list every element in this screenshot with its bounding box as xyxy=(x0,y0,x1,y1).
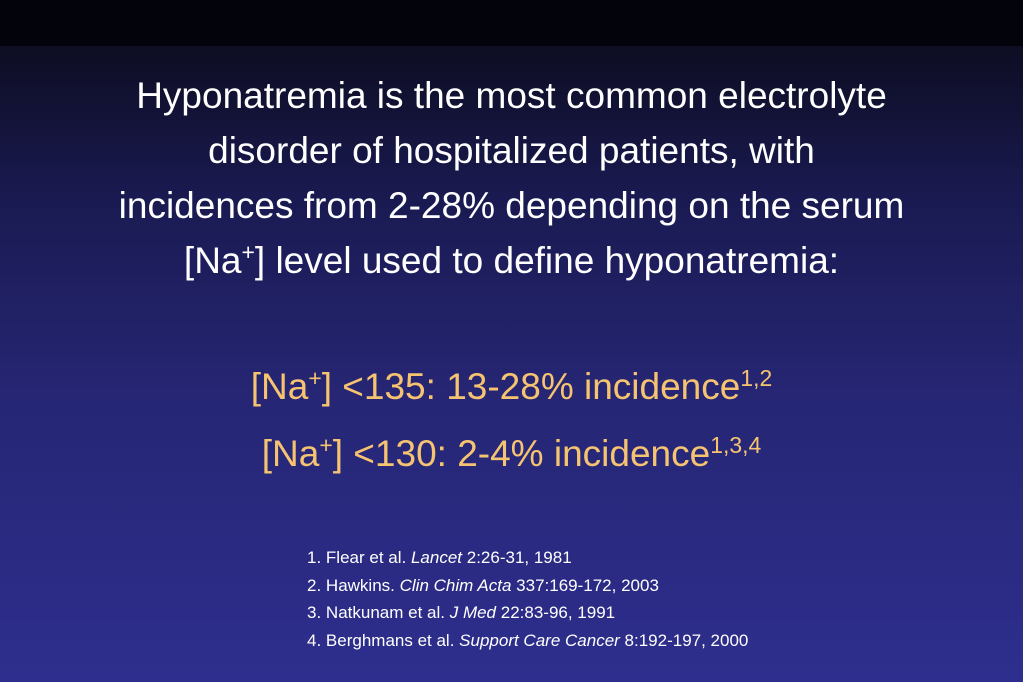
reference-number: 4. xyxy=(307,630,322,650)
reference-journal: Lancet xyxy=(410,548,463,567)
title-line-4-pre: [Na xyxy=(183,240,242,281)
reference-item xyxy=(307,627,748,655)
title-line-3: incidences from 2-28% depending on the serum xyxy=(118,185,905,226)
stat-line-2 xyxy=(0,431,1023,477)
slide-title xyxy=(40,68,983,288)
reference-item xyxy=(307,599,748,627)
reference-authors: Berghmans et al. xyxy=(325,630,455,650)
stat-2-prefix: [Na xyxy=(261,433,320,474)
title-line-4 xyxy=(40,233,983,288)
stat-2-citation: 1,3,4 xyxy=(710,432,762,459)
references-list xyxy=(307,544,748,654)
reference-authors: Flear et al. xyxy=(325,548,407,567)
reference-number: 3. xyxy=(307,603,322,622)
reference-journal: Support Care Cancer xyxy=(459,630,620,650)
stat-1-prefix: [Na xyxy=(250,366,309,407)
stat-2-ion-superscript: + xyxy=(319,432,333,459)
reference-number: 1. xyxy=(307,548,322,567)
reference-journal: J Med xyxy=(449,603,497,622)
reference-item xyxy=(307,544,748,572)
reference-detail: 337:169-172, 2003 xyxy=(516,575,659,595)
reference-detail: 2:26-31, 1981 xyxy=(466,548,572,567)
title-line-4-post: ] level used to define hyponatremia: xyxy=(254,240,840,281)
stat-1-text: ] <135: 13-28% incidence xyxy=(321,366,741,407)
reference-authors: Natkunam et al. xyxy=(325,603,445,622)
title-line-2: disorder of hospitalized patients, with xyxy=(208,130,815,171)
reference-detail: 8:192-197, 2000 xyxy=(624,630,749,650)
reference-number: 2. xyxy=(307,575,322,595)
stat-1-citation: 1,2 xyxy=(740,365,773,392)
stat-line-1 xyxy=(0,364,1023,410)
sodium-ion-superscript: + xyxy=(241,239,255,266)
reference-detail: 22:83-96, 1991 xyxy=(500,603,616,622)
title-line-1: Hyponatremia is the most common electrolyte xyxy=(136,75,887,116)
stat-2-text: ] <130: 2-4% incidence xyxy=(332,433,711,474)
reference-journal: Clin Chim Acta xyxy=(399,575,512,595)
stat-1-ion-superscript: + xyxy=(308,365,322,392)
reference-item xyxy=(307,572,748,600)
reference-authors: Hawkins. xyxy=(325,575,395,595)
